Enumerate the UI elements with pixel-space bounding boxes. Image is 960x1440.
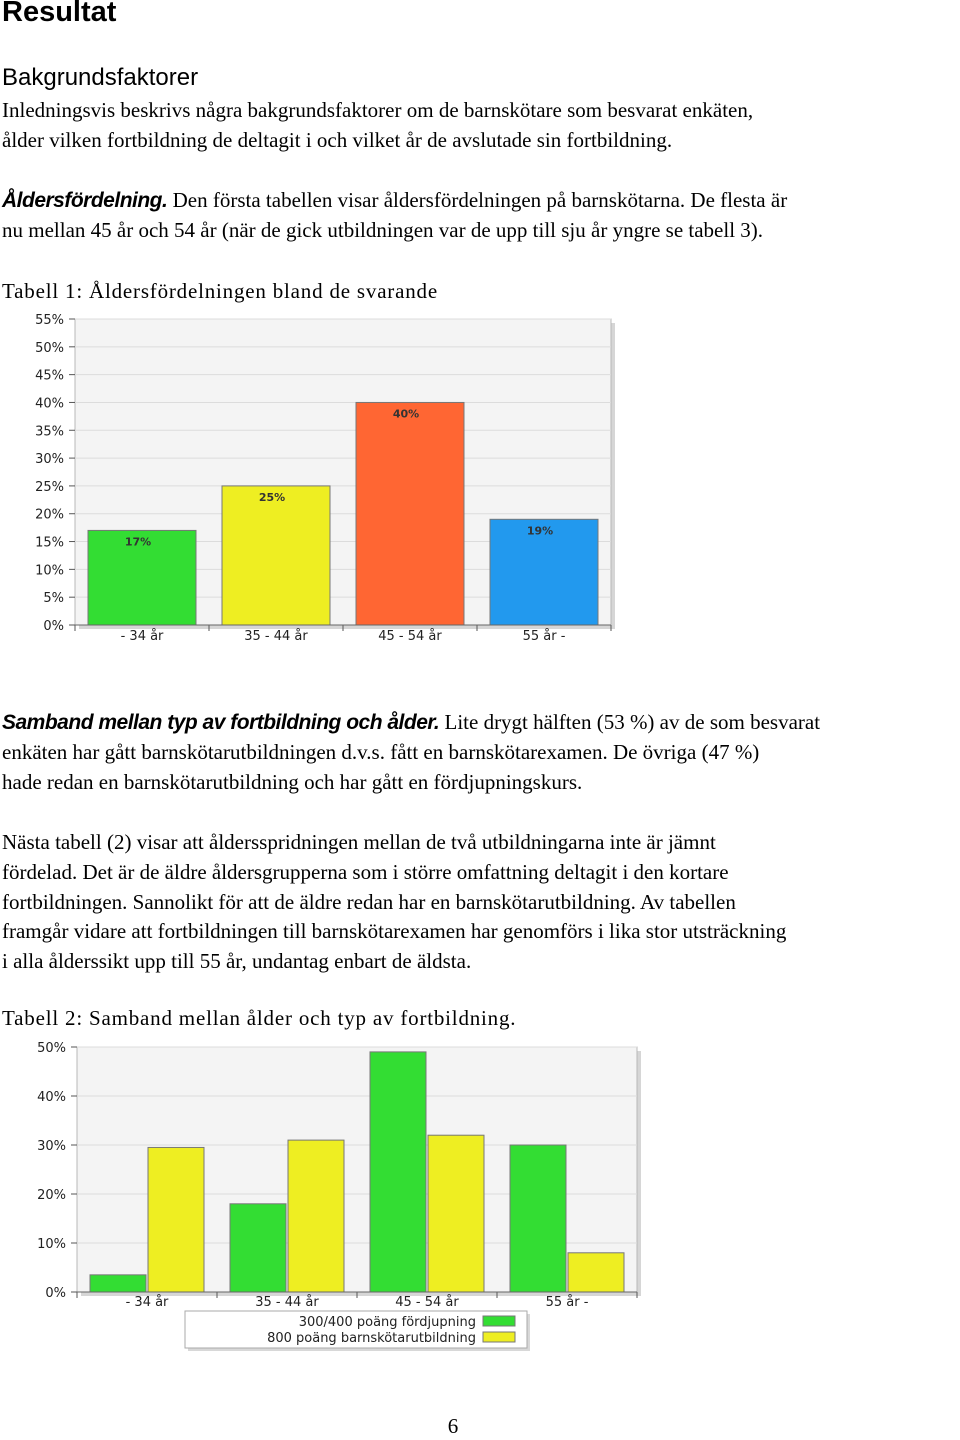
table2-caption: Tabell 2: Samband mellan ålder och typ av fortbildning. <box>2 1006 517 1030</box>
data-label: 19% <box>526 524 554 538</box>
legend-swatch <box>483 1316 515 1326</box>
relation-paragraph-line: enkäten har gått barnskötarutbildningen d.v.s. fått en barnskötarexamen. De övriga (47 %) <box>2 740 760 764</box>
y-tick-label: 50% <box>35 340 64 356</box>
age-paragraph-lead: Åldersfördelning. <box>2 189 168 212</box>
section-heading: Bakgrundsfaktorer <box>2 64 199 91</box>
page-number: 6 <box>447 1414 459 1438</box>
bar <box>230 1204 286 1292</box>
y-tick-label: 0% <box>43 619 64 634</box>
data-label: 40% <box>392 407 420 421</box>
legend-swatch <box>483 1332 515 1342</box>
x-tick-label: 35 - 44 år <box>244 629 308 644</box>
y-tick-label: 5% <box>43 591 64 607</box>
x-tick-label: 45 - 54 år <box>395 1295 459 1310</box>
relation-paragraph-lead: Samband mellan typ av fortbildning och ålder. <box>2 711 440 734</box>
next-paragraph-line: fortbildningen. Sannolikt för att de äldre redan har en barnskötarutbildning. Av tabellen <box>2 890 736 914</box>
y-tick-label: 30% <box>35 452 64 468</box>
y-tick-label: 20% <box>37 1188 66 1203</box>
y-tick-label: 30% <box>37 1139 66 1154</box>
bar <box>510 1145 566 1292</box>
relation-paragraph-line: hade redan en barnskötarutbildning och har gått en fördjupningskurs. <box>2 770 583 794</box>
data-label: 25% <box>258 490 286 504</box>
bar <box>370 1052 426 1292</box>
data-label: 17% <box>124 535 152 549</box>
y-tick-label: 10% <box>35 563 64 579</box>
age-paragraph-line: nu mellan 45 år och 54 år (när de gick utbildningen var de upp till sju år yngre se tabell 3). <box>2 218 764 242</box>
x-tick-label: 55 år - <box>545 1295 589 1310</box>
x-tick-label: 45 - 54 år <box>378 629 442 644</box>
bar <box>288 1140 344 1292</box>
x-tick-label: 55 år - <box>522 629 566 644</box>
relation-paragraph-text: Lite drygt hälften (53 %) av de som besvarat <box>439 710 821 734</box>
y-tick-label: 55% <box>35 313 64 328</box>
legend-label: 300/400 poäng fördjupning <box>298 1315 476 1330</box>
x-tick-label: - 34 år <box>120 629 164 644</box>
x-tick-label: 35 - 44 år <box>255 1295 319 1310</box>
y-tick-label: 40% <box>35 396 64 412</box>
y-tick-label: 35% <box>35 424 64 440</box>
page-title: Resultat <box>2 0 117 28</box>
y-tick-label: 10% <box>37 1237 66 1252</box>
legend-label: 800 poäng barnskötarutbildning <box>267 1331 476 1346</box>
bar <box>428 1135 484 1292</box>
y-tick-label: 45% <box>35 368 64 384</box>
intro-line: ålder vilken fortbildning de deltagit i och vilket år de avslutade sin fortbildning. <box>2 128 673 152</box>
y-tick-label: 50% <box>37 1041 66 1056</box>
bar <box>568 1253 624 1292</box>
y-tick-label: 20% <box>35 507 64 523</box>
table1-caption: Tabell 1: Åldersfördelningen bland de svarande <box>2 279 438 303</box>
bar <box>90 1275 146 1292</box>
next-paragraph-line: i alla ålderssikt upp till 55 år, undantag enbart de äldsta. <box>2 949 472 973</box>
y-tick-label: 0% <box>45 1286 66 1301</box>
x-tick-label: - 34 år <box>125 1295 169 1310</box>
next-paragraph-line: Nästa tabell (2) visar att åldersspridningen mellan de två utbildningarna inte är jämnt <box>2 830 716 854</box>
age-paragraph-text: Den första tabellen visar åldersfördelningen på barnskötarna. De flesta är <box>167 188 788 212</box>
next-paragraph-line: fördelad. Det är de äldre åldersgrupperna som i större omfattning deltagit i den kortare <box>2 860 729 884</box>
next-paragraph-line: framgår vidare att fortbildningen till barnskötarexamen har genomförs i lika stor utsträckning <box>2 919 787 943</box>
y-tick-label: 15% <box>35 535 64 551</box>
y-tick-label: 40% <box>37 1090 66 1105</box>
bar <box>148 1147 204 1292</box>
intro-line: Inledningsvis beskrivs några bakgrundsfaktorer om de barnskötare som besvarat enkäten, <box>2 98 754 122</box>
y-tick-label: 25% <box>35 479 64 495</box>
